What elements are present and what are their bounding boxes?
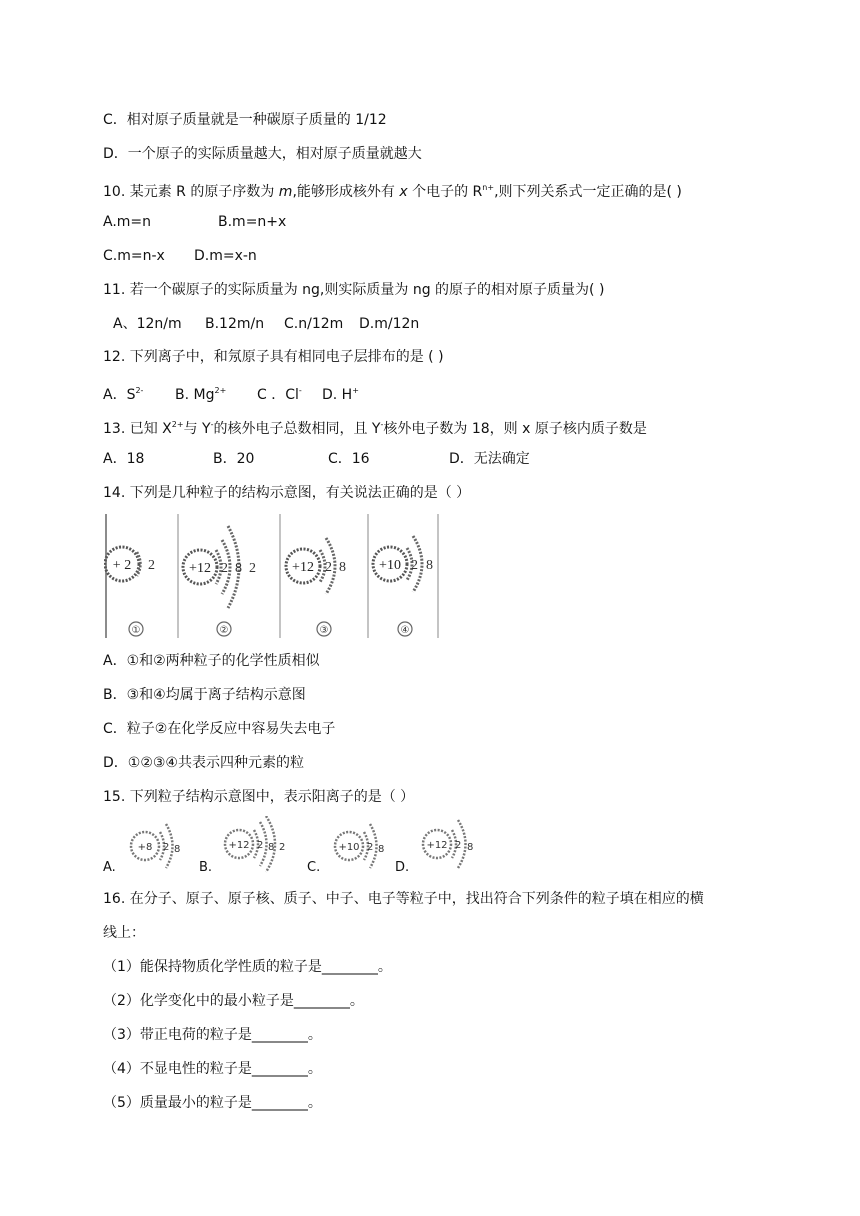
- q16-item-3: （3）带正电荷的粒子是________。: [103, 1027, 322, 1043]
- svg-text:②: ②: [219, 625, 229, 636]
- q10-text-d: ,则下列关系式一定正确的是( ): [494, 184, 682, 200]
- q11-options: [113, 315, 419, 333]
- svg-text:2: 2: [325, 560, 332, 575]
- svg-text:+ 2: + 2: [112, 558, 132, 573]
- q11-option-a: A、12n/m: [113, 316, 182, 332]
- q10-option-a: A.m=n: [103, 214, 152, 230]
- q14-diagram-2: [178, 514, 256, 638]
- svg-text:2: 2: [367, 842, 374, 853]
- svg-text:2: 2: [249, 561, 256, 576]
- svg-text:+12: +12: [292, 560, 314, 575]
- svg-text:8: 8: [467, 842, 474, 853]
- svg-text:2: 2: [163, 842, 170, 853]
- svg-text:2: 2: [279, 842, 286, 853]
- svg-text:①: ①: [131, 625, 141, 636]
- q11-option-d: D.m/12n: [359, 316, 420, 332]
- option-9d: D．一个原子的实际质量越大，相对原子质量就越大: [103, 146, 422, 162]
- svg-text:8: 8: [378, 844, 385, 855]
- question-12: 12. 下列离子中，和氖原子具有相同电子层排布的是 ( ): [103, 349, 444, 365]
- svg-text:2: 2: [221, 561, 228, 576]
- q10-option-c: C.m=n-x: [103, 248, 165, 264]
- question-11: 11. 若一个碳原子的实际质量为 ng,则实际质量为 ng 的原子的相对原子质量为( ): [103, 282, 605, 298]
- svg-text:+12: +12: [189, 561, 211, 576]
- question-14: 14. 下列是几种粒子的结构示意图，有关说法正确的是（ ）: [103, 485, 471, 501]
- question-15: 15. 下列粒子结构示意图中，表示阳离子的是（ ）: [103, 789, 415, 805]
- q13-option-b: B．20: [213, 451, 255, 467]
- question-16-line-1: 16. 在分子、原子、原子核、质子、中子、电子等粒子中，找出符合下列条件的粒子填在相应的横: [103, 891, 704, 907]
- q13-option-c: C．16: [328, 451, 370, 467]
- q13-option-a: A．18: [103, 451, 145, 467]
- q12-option-a: A．$S^{2-}$: [103, 386, 144, 403]
- svg-text:8: 8: [174, 844, 181, 855]
- q14-option-c: C．粒子②在化学反应中容易失去电子: [103, 721, 336, 737]
- q12-option-c: C ．Cl-: [257, 386, 302, 403]
- svg-text:8: 8: [235, 561, 242, 576]
- q12-option-b: B. $Mg^{2+}$: [175, 386, 227, 403]
- q14-diagram-3: [280, 514, 346, 638]
- q15-option-a: [103, 824, 180, 875]
- q15-option-c: [307, 824, 384, 875]
- question-16-line-2: 线上：: [103, 925, 145, 941]
- q11-option-b: B.12m/n: [205, 316, 265, 332]
- q14-option-b: B．③和④均属于离子结构示意图: [103, 687, 306, 703]
- q10-option-d: D.m=x-n: [194, 248, 257, 264]
- svg-text:+12: +12: [228, 840, 250, 851]
- svg-text:+10: +10: [338, 842, 360, 853]
- svg-text:2: 2: [257, 840, 264, 851]
- q10-var-m: m: [278, 184, 293, 200]
- svg-text:2: 2: [411, 558, 418, 573]
- svg-text:C.: C.: [307, 860, 321, 875]
- svg-text:D.: D.: [395, 860, 410, 875]
- svg-text:+12: +12: [426, 840, 448, 851]
- svg-text:8: 8: [339, 560, 346, 575]
- q10-text-a: 10. 某元素 R 的原子序数为: [103, 184, 279, 200]
- question-10: [103, 179, 682, 201]
- q13-option-d: D．无法确定: [449, 451, 530, 467]
- q14-option-a: A．①和②两种粒子的化学性质相似: [103, 653, 320, 669]
- q15-option-b: [199, 816, 285, 875]
- q10-var-x: x: [399, 184, 408, 200]
- q14-diagram-1: [105, 514, 155, 638]
- q16-item-5: （5）质量最小的粒子是________。: [103, 1095, 322, 1111]
- svg-text:+8: +8: [137, 842, 153, 853]
- q13-options: [103, 450, 530, 468]
- q12-options: [103, 382, 359, 404]
- svg-text:A.: A.: [103, 860, 116, 875]
- question-13: 13. 已知 $X^{2+}$与 Y-的核外电子总数相同，且 Y-核外电子数为 18，则 x 原子核内质子数是: [103, 420, 647, 437]
- q10-option-b: B.m=n+x: [218, 214, 287, 230]
- q14-diagram-4: [368, 514, 438, 638]
- svg-text:8: 8: [426, 558, 433, 573]
- q16-item-1: （1）能保持物质化学性质的粒子是________。: [103, 959, 392, 975]
- q10-text-b: ,能够形成核外有: [292, 184, 400, 200]
- svg-text:8: 8: [268, 842, 275, 853]
- q10-options-cd: [103, 247, 257, 265]
- q15-option-d: [395, 820, 473, 875]
- q12-option-d: D. H+: [322, 386, 359, 403]
- svg-text:B.: B.: [199, 860, 213, 875]
- q16-item-2: （2）化学变化中的最小粒子是________。: [103, 993, 364, 1009]
- q14-option-d: D．①②③④共表示四种元素的粒: [103, 755, 304, 771]
- q10-options-ab: [103, 213, 286, 231]
- q10-sup: n+: [482, 183, 495, 192]
- svg-text:④: ④: [400, 625, 410, 636]
- q10-text-c: 个电子的 R: [407, 184, 483, 200]
- svg-text:③: ③: [319, 625, 329, 636]
- option-9c: C．相对原子质量就是一种碳原子质量的 1/12: [103, 112, 387, 128]
- svg-text:+10: +10: [379, 558, 401, 573]
- q11-option-c: C.n/12m: [284, 316, 344, 332]
- svg-text:2: 2: [148, 558, 155, 573]
- q14-diagrams: [104, 514, 440, 638]
- q15-options: [103, 816, 523, 880]
- q16-item-4: （4）不显电性的粒子是________。: [103, 1061, 322, 1077]
- svg-text:2: 2: [455, 840, 462, 851]
